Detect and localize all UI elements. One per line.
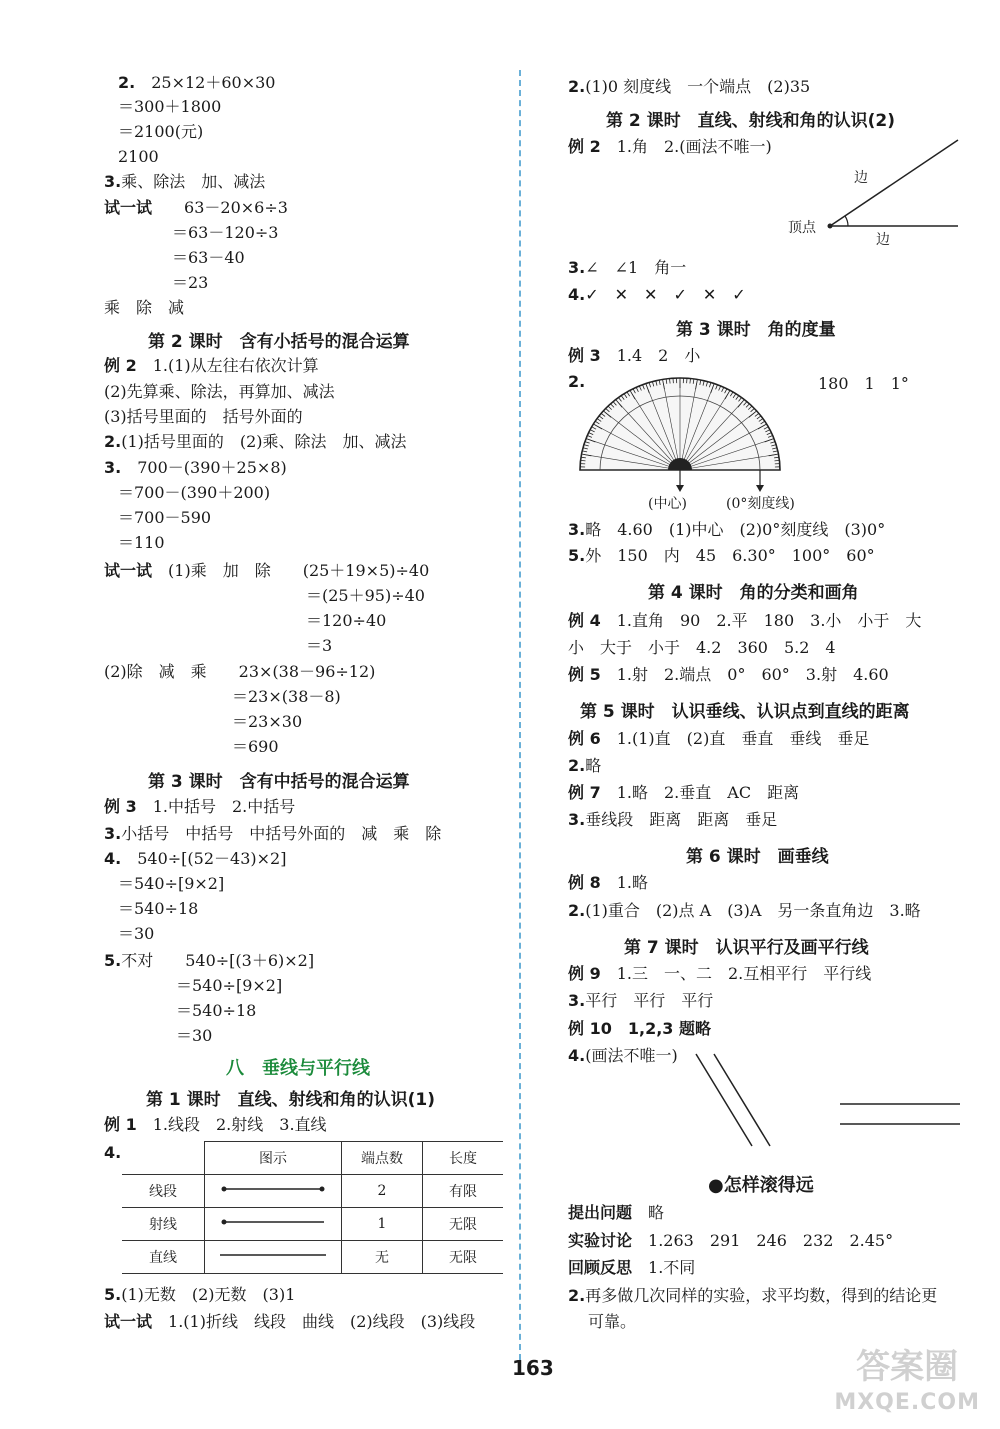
line-icon (218, 1249, 328, 1261)
table-row (122, 1175, 503, 1208)
line: ＝690 (232, 737, 279, 756)
line: 4. 540÷[(52－43)×2] (104, 849, 287, 868)
line: 2. (568, 372, 586, 391)
line: 3.∠ ∠1 角一 (568, 258, 687, 277)
protractor-tick (581, 460, 586, 461)
table-cell: 线段 (122, 1175, 205, 1208)
line: 4. (104, 1143, 122, 1162)
line: 例 10 1,2,3 题略 (568, 1019, 711, 1038)
table-cell (122, 1142, 205, 1175)
lesson-heading: 第 5 课时 认识垂线、认识点到直线的距离 (580, 702, 910, 722)
line: ＝700－(390＋200) (118, 483, 271, 502)
angle-vertex-label: 顶点 (788, 220, 816, 236)
line: 2.(1)括号里面的 (2)乘、除法 加、减法 (104, 432, 407, 451)
line: 2.再多做几次同样的实验，求平均数，得到的结论更 (568, 1286, 938, 1305)
line: (2)先算乘、除法，再算加、减法 (104, 382, 335, 401)
line: 乘 除 减 (104, 298, 185, 317)
line: 5.(1)无数 (2)无数 (3)1 (104, 1285, 296, 1304)
table-header-row (122, 1142, 503, 1175)
ray-figure (205, 1208, 342, 1241)
line: 2.(1)0 刻度线 一个端点 (2)35 (568, 77, 811, 96)
lesson-heading: 第 2 课时 含有小括号的混合运算 (148, 332, 410, 352)
line: 2. 25×12＋60×30 (118, 73, 276, 92)
line: 试一试 63－20×6÷3 (104, 198, 288, 217)
lesson-heading: 第 1 课时 直线、射线和角的认识(1) (146, 1090, 436, 1110)
section-heading: ●怎样滚得远 (708, 1175, 814, 1196)
line: ＝540÷18 (118, 899, 199, 918)
line-figure (205, 1241, 342, 1274)
angle-side-label: 边 (854, 170, 868, 186)
unit-heading: 八 垂线与平行线 (226, 1058, 370, 1079)
line: 例 2 1.(1)从左往右依次计算 (104, 356, 319, 375)
line: 例 1 1.线段 2.射线 3.直线 (104, 1115, 327, 1134)
line: 回顾反思 1.不同 (568, 1258, 696, 1277)
line: 3.乘、除法 加、减法 (104, 172, 266, 191)
lesson-heading: 第 2 课时 直线、射线和角的认识(2) (606, 111, 896, 131)
line: ＝(25＋95)÷40 (306, 586, 425, 605)
line: 可靠。 (588, 1312, 637, 1331)
watermark-bottom: MXQE.COM (834, 1390, 980, 1415)
table-cell: 2 (342, 1175, 423, 1208)
line: 3.垂线段 距离 距离 垂足 (568, 810, 778, 829)
line: 例 6 1.(1)直 (2)直 垂直 垂线 垂足 (568, 729, 870, 748)
line: 3. 700－(390＋25×8) (104, 458, 287, 477)
lesson-heading: 第 4 课时 角的分类和画角 (648, 583, 859, 603)
line: 4.(画法不唯一) (568, 1046, 678, 1065)
line: 小 大于 小于 4.2 360 5.2 4 (568, 638, 836, 657)
line: (3)括号里面的 括号外面的 (104, 407, 303, 426)
line: 2.(1)重合 (2)点 A (3)A 另一条直角边 3.略 (568, 901, 921, 920)
table-header: 图示 (205, 1142, 342, 1175)
table-cell: 无限 (423, 1208, 504, 1241)
protractor-tick (775, 460, 780, 461)
line: 试一试 (1)乘 加 除 (25＋19×5)÷40 (104, 561, 430, 580)
table-row (122, 1208, 503, 1241)
line: ＝30 (176, 1026, 213, 1045)
line: ＝23×30 (232, 712, 303, 731)
line: ＝23 (172, 273, 209, 292)
segment-icon (218, 1183, 328, 1195)
line: 5.外 150 内 45 6.30° 100° 60° (568, 546, 875, 565)
line: 试一试 1.(1)折线 线段 曲线 (2)线段 (3)线段 (104, 1312, 476, 1331)
line: ＝63－40 (172, 248, 245, 267)
line: 3.平行 平行 平行 (568, 991, 714, 1010)
line: ＝2100(元) (118, 122, 204, 141)
table-header: 长度 (423, 1142, 504, 1175)
protractor-center-label: (中心) (648, 496, 687, 512)
line: 例 7 1.略 2.垂直 AC 距离 (568, 783, 800, 802)
line: 例 3 1.4 2 小 (568, 346, 701, 365)
line: 例 3 1.中括号 2.中括号 (104, 797, 296, 816)
line: 例 4 1.直角 90 2.平 180 3.小 小于 大 (568, 611, 922, 630)
line: 例 2 1.角 2.(画法不唯一) (568, 137, 772, 156)
table-cell: 1 (342, 1208, 423, 1241)
line: ＝110 (118, 533, 165, 552)
line: ＝120÷40 (306, 611, 387, 630)
line: 例 9 1.三 一、二 2.互相平行 平行线 (568, 964, 872, 983)
line: ＝3 (306, 636, 333, 655)
line: 3.小括号 中括号 中括号外面的 减 乘 除 (104, 824, 442, 843)
parallel-lines-diagonal (690, 1050, 780, 1150)
protractor-readout: 180 1 1° (818, 374, 909, 393)
parallel-lines-horizontal (838, 1098, 962, 1132)
table-cell: 有限 (423, 1175, 504, 1208)
lesson-heading: 第 3 课时 角的度量 (676, 320, 836, 340)
segment-figure (205, 1175, 342, 1208)
line: 提出问题 略 (568, 1203, 665, 1222)
lesson-heading: 第 7 课时 认识平行及画平行线 (624, 938, 869, 958)
angle-side-label: 边 (876, 232, 890, 248)
table-cell: 射线 (122, 1208, 205, 1241)
line: 例 5 1.射 2.端点 0° 60° 3.射 4.60 (568, 665, 889, 684)
line: ＝23×(38－8) (232, 687, 341, 706)
line: 3.略 4.60 (1)中心 (2)0°刻度线 (3)0° (568, 520, 886, 539)
line: ＝540÷18 (176, 1001, 257, 1020)
watermark (834, 1349, 980, 1421)
lesson-heading: 第 3 课时 含有中括号的混合运算 (148, 772, 410, 792)
line: 4.✓ ✕ ✕ ✓ ✕ ✓ (568, 285, 746, 304)
line: 5.不对 540÷[(3＋6)×2] (104, 951, 315, 970)
watermark-top: 答案圈 (856, 1347, 959, 1387)
protractor-figure (578, 374, 788, 474)
line: ＝30 (118, 924, 155, 943)
ray-icon (218, 1216, 328, 1228)
line: ＝700－590 (118, 508, 212, 527)
page-number: 163 (512, 1356, 554, 1380)
line: 例 8 1.略 (568, 873, 649, 892)
line-type-table (122, 1141, 503, 1274)
table-cell: 无限 (423, 1241, 504, 1274)
line: ＝540÷[9×2] (176, 976, 283, 995)
column-divider (519, 70, 521, 1370)
line: 2100 (118, 147, 159, 166)
line: 2.略 (568, 756, 602, 775)
lesson-heading: 第 6 课时 画垂线 (686, 847, 829, 867)
line: 实验讨论 1.263 291 246 232 2.45° (568, 1231, 894, 1250)
line: ＝63－120÷3 (172, 223, 279, 242)
line: ＝300＋1800 (118, 97, 222, 116)
table-cell: 直线 (122, 1241, 205, 1274)
table-header: 端点数 (342, 1142, 423, 1175)
protractor-zero-label: (0°刻度线) (726, 496, 795, 512)
line: (2)除 减 乘 23×(38－96÷12) (104, 662, 376, 681)
table-cell: 无 (342, 1241, 423, 1274)
line: ＝540÷[9×2] (118, 874, 225, 893)
table-row (122, 1241, 503, 1274)
